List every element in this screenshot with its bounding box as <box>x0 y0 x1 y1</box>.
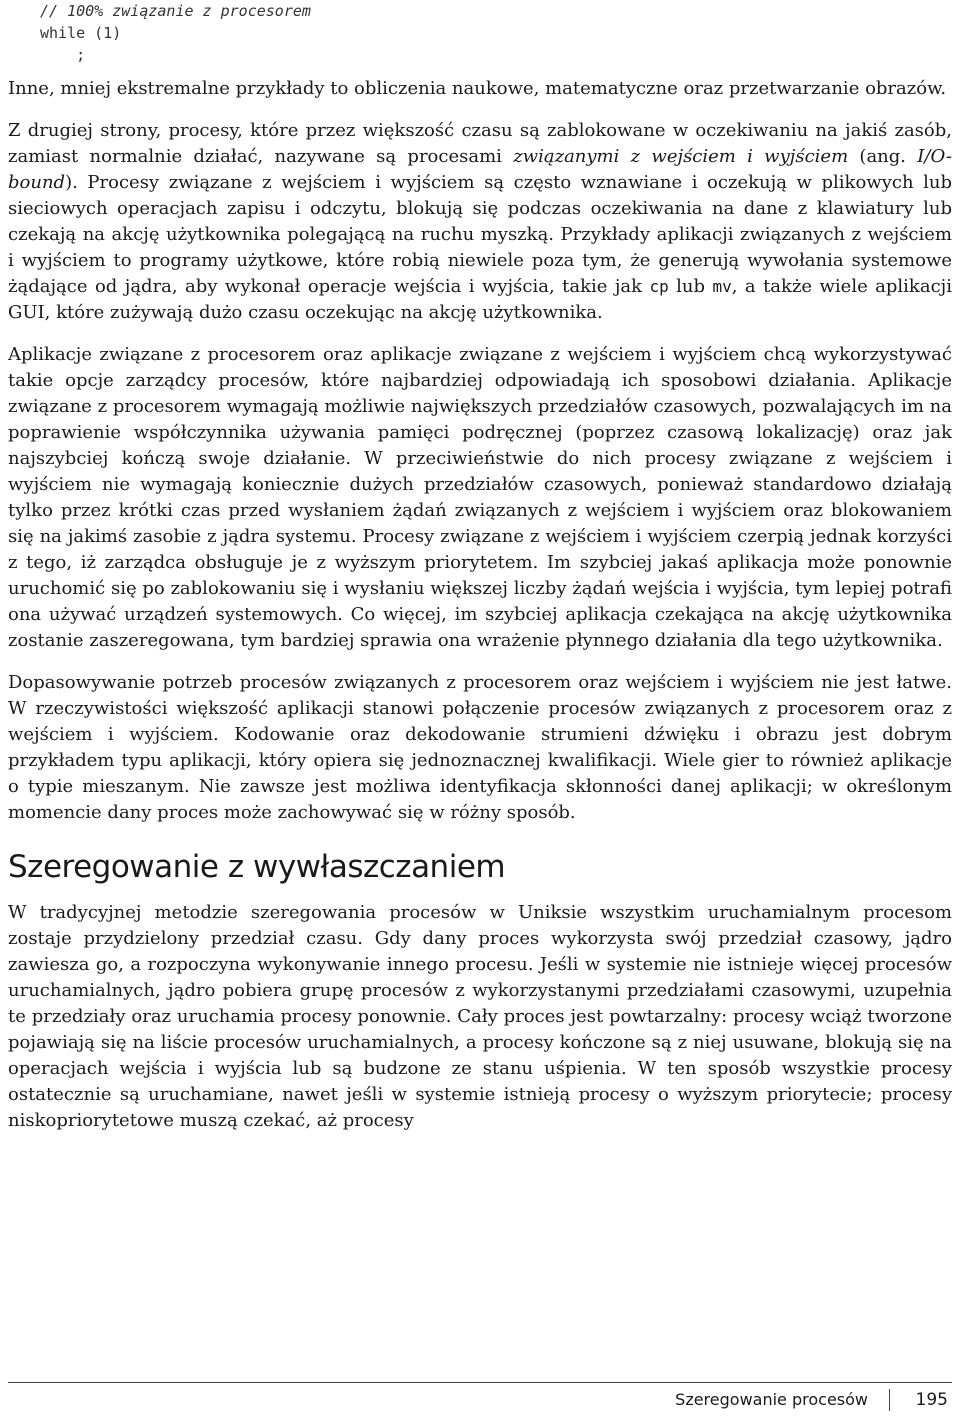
code-comment: // 100% związanie z procesorem <box>40 2 311 20</box>
term-io-bound-en: I/O-bound <box>8 146 952 193</box>
command-cp: cp <box>649 277 669 296</box>
footer-chapter-title: Szeregowanie procesów <box>675 1390 868 1409</box>
paragraph-examples: Inne, mniej ekstremalne przykłady to obliczenia naukowe, matematyczne oraz przetwarzanie obrazów. <box>8 78 947 99</box>
paragraph-scheduler-options: Aplikacje związane z procesorem oraz aplikacje związane z wejściem i wyjściem chcą wykorzystywać takie opcje zarządcy procesów, które najbardziej odpowiadają ich sposobowi działania. Aplikacje związane z procesorem wymagają możliwie największych przedziałów czasowych, pozwalających im na poprawienie współczynnika używania pamięci podręcznej (poprzez czasową lokalizację) oraz jak najszybciej kończą swoje działanie. W przeciwieństwie do nich procesy związane z wejściem i wyjściem nie wymagają koniecznie dużych przedziałów czasowych, ponieważ standardowo działają tylko przez krótki czas przed wysłaniem żądań związanych z wejściem i wyjściem oraz blokowaniem się na jakimś zasobie z jądra systemu. Procesy związane z wejściem i wyjściem czerpią jednak korzyści z tego, iż zarządca obsługuje je z wyższym priorytetem. Im szybciej jakaś aplikacja może ponownie uruchomić się po zablokowaniu się i wysłaniu większej liczby żądań wejścia i wyjścia, tym lepiej potrafi ona używać urządzeń systemowych. Co więcej, im szybciej aplikacja czekająca na akcję użytkownika zostanie zaszeregowana, tym bardziej sprawia ona wrażenie płynnego działania dla tego użytkownika. <box>8 344 952 651</box>
paragraph-mixed-apps: Dopasowywanie potrzeb procesów związanych z procesorem oraz wejściem i wyjściem nie jest łatwe. W rzeczywistości większość aplikacji stanowi połączenie procesów związanych z procesorem oraz z wejściem i wyjściem. Kodowanie oraz dekodowanie strumieni dźwięku i obrazu jest dobrym przykładem typu aplikacji, który opiera się jednoznacznej kwalifikacji. Wiele gier to również aplikacje o typie mieszanym. Nie zawsze jest możliwa identyfikacja skłonności danej aplikacji; w określonym momencie dany proces może zachowywać się w różny sposób. <box>8 672 952 823</box>
code-snippet <box>40 0 952 66</box>
page-number: 195 <box>915 1390 948 1410</box>
section-heading: Szeregowanie z wywłaszczaniem <box>8 849 506 885</box>
paragraph-io-bound: Z drugiej strony, procesy, które przez większość czasu są zablokowane w oczekiwaniu na jakiś zasób, zamiast normalnie działać, nazywane są procesami związanymi z wejściem i wyjściem (ang. I/O-bound). Procesy związane z wejściem i wyjściem są często wznawiane i oczekują w plikowych lub sieciowych operacjach zapisu i odczytu, blokują się podczas oczekiwania na dane z klawiatury lub czekają na akcję użytkownika polegającą na ruchu myszką. Przykłady aplikacji związanych z wejściem i wyjściem to programy użytkowe, które robią niewiele poza tym, że generują wywołania systemowe żądające od jądra, aby wykonał operacje wejścia i wyjścia, takie jak cp lub mv, a także wiele aplikacji GUI, które zużywają dużo czasu oczekując na akcję użytkownika. <box>8 120 952 323</box>
command-mv: mv <box>712 277 732 296</box>
code-empty-statement: ; <box>40 46 86 64</box>
paragraph-preemptive-scheduling: W tradycyjnej metodzie szeregowania procesów w Uniksie wszystkim uruchamialnym procesom zostaje przydzielony przedział czasu. Gdy dany proces wykorzysta swój przedział czasowy, jądro zawiesza go, a rozpoczyna wykonywanie innego procesu. Jeśli w systemie nie istnieje więcej procesów uruchamialnych, jądro pobiera grupę procesów z wykorzystanymi przedziałami czasowymi, uzupełnia te przedziały oraz uruchamia procesy ponownie. Cały proces jest powtarzalny: procesy wciąż tworzone pojawiają się na liście procesów uruchamialnych, a procesy kończone są z niej usuwane, blokują się na operacjach wejścia i wyjścia lub są budzone ze stanu uśpienia. W ten sposób wszystkie procesy ostatecznie są uruchamiane, nawet jeśli w systemie istnieją procesy o wyższym priorytecie; procesy niskopriorytetowe muszą czekać, aż procesy <box>8 902 952 1131</box>
footer-separator <box>889 1389 890 1411</box>
page-footer <box>8 1382 952 1417</box>
page-body <box>8 0 952 1358</box>
code-while: while (1) <box>40 24 122 42</box>
term-io-bound: związanymi z wejściem i wyjściem <box>513 146 849 167</box>
